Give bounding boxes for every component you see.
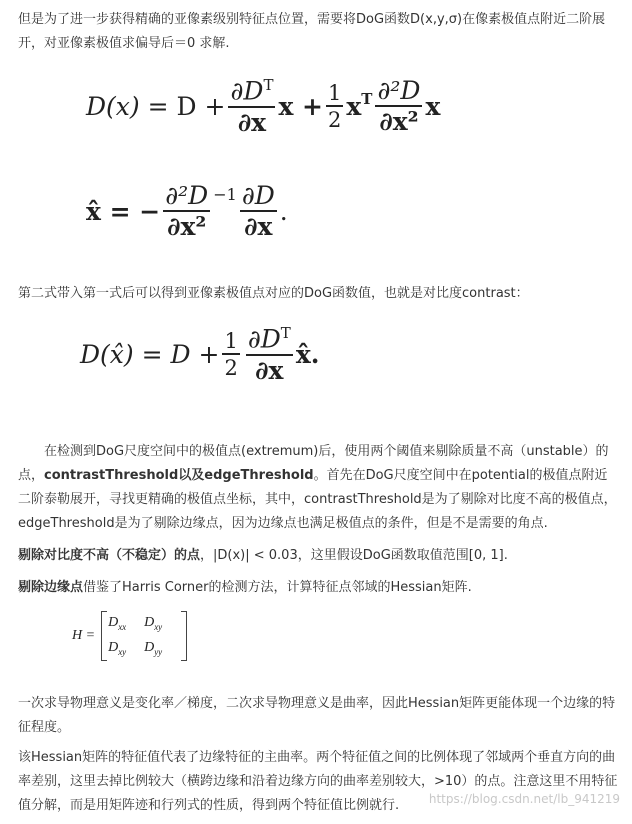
hessian-matrix [72,611,187,661]
eq3-half [222,330,239,379]
eq3-lhs: D(x̂) = D + [80,340,220,370]
matrix-d22: D [144,639,155,655]
eq2-frac2 [240,183,277,241]
eq1-xt-sup: T [361,90,373,108]
para5-rest: 借鉴了Harris Corner的检测方法，计算特征点邻域的Hessian矩阵. [83,580,472,595]
eq1-num1: ∂D [230,76,264,106]
paragraph-derivative-meaning: 一次求导物理意义是变化率／梯度，二次求导物理意义是曲率，因此Hessian矩阵更能体现一个边缘的特征程度。 [18,696,616,735]
matrix-cell-12 [144,615,180,632]
eq2-den1: ∂x² [167,212,207,242]
matrix-d11: D [108,615,119,630]
paragraph-intro: 但是为了进一步获得精确的亚像素级别特征点位置，需要将DoG函数D(x,y,σ)在像素极值点附近二阶展开，对亚像素极值求偏导后＝0 求解. [18,12,606,51]
para4-rest: ，|D(x)| < 0.03，这里假设DoG函数取值范围[0, 1]. [200,548,508,563]
equation-contrast [80,326,319,384]
eq1-term2: x [425,92,441,122]
paragraph-low-contrast [18,544,618,568]
eq1-half-num: 1 [326,82,343,107]
eq3-num: ∂D [247,324,281,354]
eq1-den1: ∂x [237,107,267,137]
para3-part1: 在检测到DoG尺度空间中的极值点(extremum)后，使用两个阈值来剔除质量不高（unstable）的点， [18,444,609,483]
eq3-sup: T [280,324,291,342]
paragraph-edge-points [18,576,618,600]
matrix-d12: D [144,615,155,630]
para5-bold: 剔除边缘点 [18,580,84,595]
eq1-plus: = D + [147,92,226,122]
matrix-cell-11 [108,615,144,632]
matrix-lhs: H = [72,627,96,643]
eq2-num1: ∂²D [165,181,209,210]
para3-part2: 。首先在DoG尺度空间中在potential的极值点附近二阶泰勒展开，寻找更精确的极值点坐标，其中，contrastThreshold是为了剔除对比度不高的极值点，edgeThreshold是为了剔除边缘点，因为边缘点也满足极值点的条件，但是不是需要的角点. [18,468,617,531]
eq1-frac2 [375,78,422,136]
eq1-lhs: D(x) [86,92,140,122]
para4-bold: 剔除对比度不高（不稳定）的点 [18,548,201,563]
paragraph-thresholds [18,440,618,536]
eq2-num2: ∂D [241,181,275,210]
eq3-half-num: 1 [222,330,239,355]
matrix-s22: yy [154,646,163,657]
eq1-term1: x + [278,92,324,122]
eq3-end: x̂. [295,340,320,370]
matrix-d21: D [108,639,119,655]
eq1-frac1 [228,78,275,136]
eq1-half-den: 2 [328,108,342,133]
equation-taylor-expansion [86,78,440,136]
matrix-s12: xy [154,621,163,632]
eq2-lhs: x̂ = − [86,197,161,227]
eq3-frac [246,326,293,384]
eq1-half [326,82,343,131]
paragraph-substitution: 第二式带入第一式后可以得到亚像素极值点对应的DoG函数值，也就是对比度contrast： [18,286,529,301]
eq2-den2: ∂x [244,212,273,242]
eq2-sup: −1 [213,185,237,204]
eq1-den2: ∂x² [379,107,419,137]
matrix-cell-21 [108,640,144,657]
matrix-s11: xx [118,621,127,632]
equation-offset [86,183,288,241]
eq3-den: ∂x [255,355,284,385]
eq2-frac1 [163,183,210,241]
eq3-half-den: 2 [224,356,238,381]
eq2-end: . [279,197,288,227]
eq1-num2: ∂²D [377,76,421,106]
paragraph-eigenvalues: 该Hessian矩阵的特征值代表了边缘特征的主曲率。两个特征值之间的比例体现了邻域两个垂直方向的曲率差别，这里去掉比例较大（横跨边缘和沿着边缘方向的曲率差别较大，>10）的点。注意这里不用特征值分解，而是用矩阵迹和行列式的性质，得到两个特征值比例就行. [18,750,618,813]
eq1-num1-sup: T [263,76,274,94]
watermark: https://blog.csdn.net/lb_941219 [428,792,620,806]
eq1-xt: x [346,92,362,122]
matrix-s21: xy [118,646,127,657]
matrix-grid [101,611,187,661]
matrix-cell-22 [144,640,180,657]
para3-bold: contrastThreshold以及edgeThreshold [44,468,314,483]
